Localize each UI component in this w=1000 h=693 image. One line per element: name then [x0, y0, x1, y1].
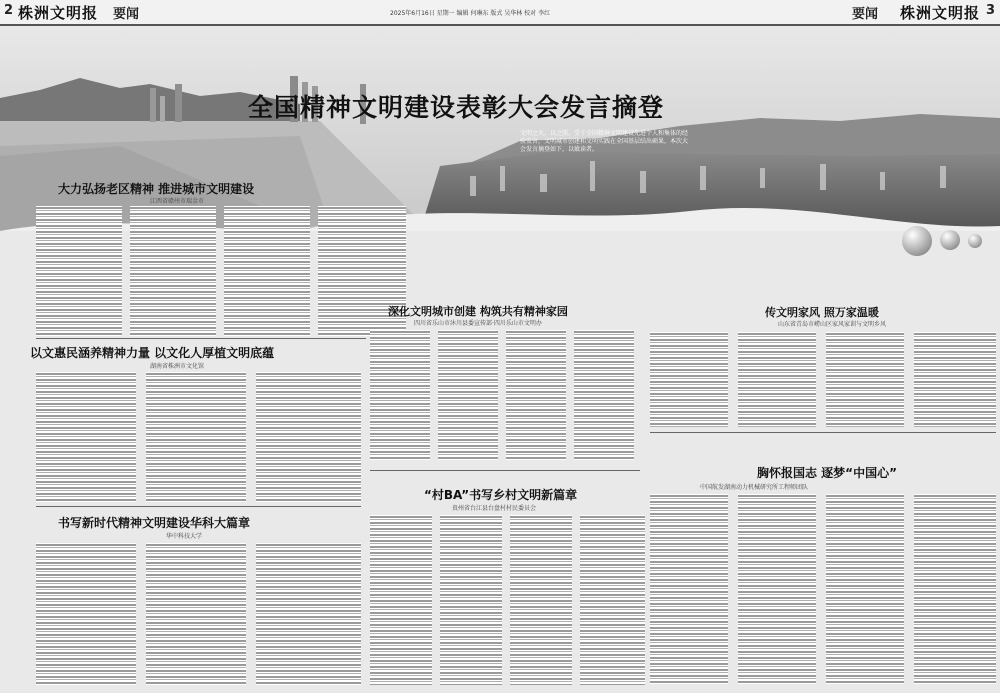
date-line: 2025年6月16日 星期一 编辑 何琳东 版式 吴华林 校对 李红 — [390, 10, 551, 17]
article-4-title: 以文惠民涵养精神力量 以文化人厚植文明底蕴 — [30, 346, 275, 360]
article-6-byline: 中国航发湖南动力机械研究所工程师团队 — [700, 484, 809, 491]
article-2-body — [370, 330, 635, 460]
right-page-number: 3 — [986, 3, 996, 18]
left-section-label: 要闻 — [113, 7, 140, 22]
article-5-byline: 贵州省台江县台盘村村民委员会 — [452, 505, 537, 512]
right-section-label: 要闻 — [852, 7, 879, 22]
decorative-circle-medium — [940, 230, 960, 250]
article-1-body — [36, 206, 406, 336]
article-1-byline: 江西省赣州市瑞金市 — [150, 198, 205, 205]
decorative-circle-large — [902, 226, 932, 256]
article-3-title: 传文明家风 照万家温暖 — [765, 306, 879, 319]
article-3-byline: 山东省青岛市崂山区家风家训与文明乡风 — [778, 321, 887, 328]
right-masthead: 株洲文明报 — [900, 4, 981, 22]
article-7-title: 书写新时代精神文明建设华科大篇章 — [58, 516, 251, 530]
article-1-title: 大力弘扬老区精神 推进城市文明建设 — [58, 182, 255, 196]
article-3-body — [650, 332, 996, 427]
article-4-body — [36, 372, 361, 502]
left-masthead: 株洲文明报 — [18, 4, 99, 22]
article-4-byline: 湖南省株洲市文化馆 — [150, 363, 205, 370]
article-7-body — [36, 543, 361, 685]
divider — [650, 432, 996, 433]
divider — [36, 506, 361, 507]
decorative-circle-small — [968, 234, 982, 248]
article-6-title: 胸怀报国志 逐梦“中国心” — [757, 466, 897, 480]
article-6-body — [650, 494, 996, 684]
article-2-title: 深化文明城市创建 构筑共有精神家园 — [388, 305, 568, 318]
divider — [36, 338, 366, 339]
left-page-number: 2 — [4, 3, 14, 18]
page-header — [0, 0, 1000, 26]
article-2-byline: 四川省乐山市沐川县委宣传部·四川乐山市文明办 — [414, 320, 542, 327]
divider — [370, 470, 640, 471]
article-5-body — [370, 515, 645, 685]
intro-text: 文明之火，以之照，受于全国精神文明建设先进个人和集体的经验发言，文明城市创建和文明实践在全国基层结出硕果，本次大会发言摘登如下，以飨读者。 — [520, 130, 689, 153]
article-5-title: “村BA”书写乡村文明新篇章 — [424, 488, 578, 502]
article-7-byline: 华中科技大学 — [166, 533, 203, 540]
main-title: 全国精神文明建设表彰大会发言摘登 — [248, 93, 665, 122]
